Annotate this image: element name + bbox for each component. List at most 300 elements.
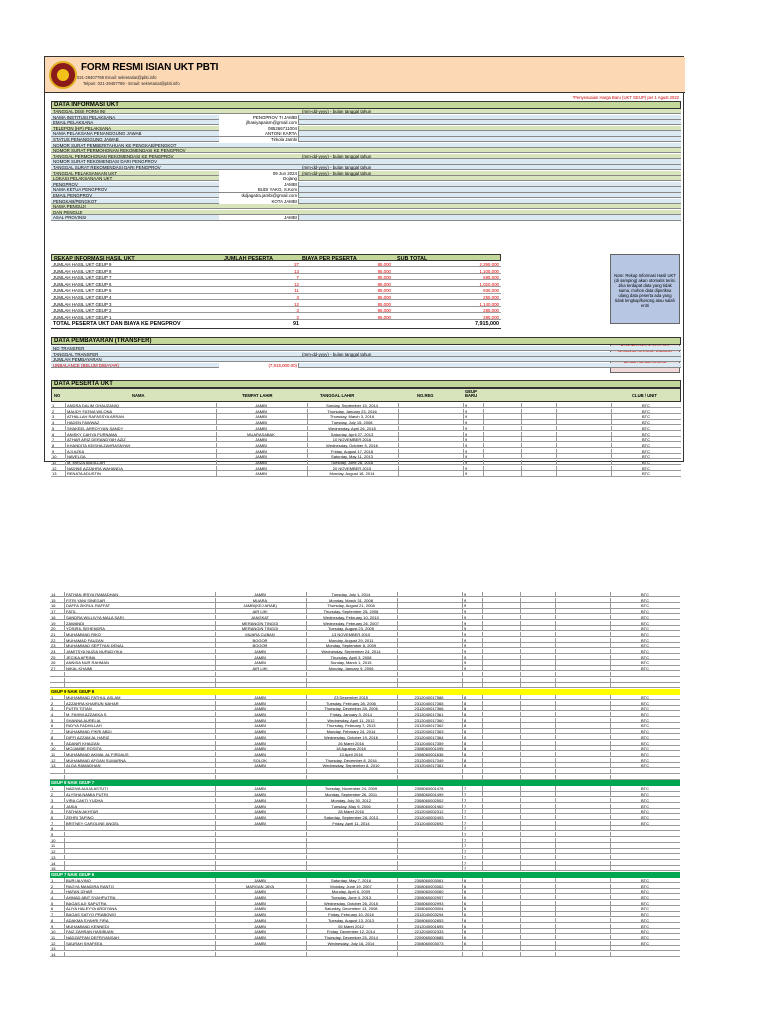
row-geup-baru: 9: [465, 408, 468, 414]
row-no-reg: 2312040002493: [414, 814, 444, 820]
row-geup-baru: 8: [464, 740, 467, 746]
column-divider: [64, 866, 65, 871]
row-geup-baru: 9: [465, 425, 468, 431]
column-divider: [610, 655, 611, 660]
row-tempat-lahir: BOGOR: [252, 643, 268, 649]
table-row: [50, 603, 680, 608]
column-divider: [610, 855, 611, 860]
row-tanggal-lahir: Tuesday, November 24, 2009: [324, 786, 378, 792]
column-divider: [610, 741, 611, 746]
row-tempat-lahir: JAMBI: [254, 717, 266, 723]
row-nama: ALGA RAMADHAN: [66, 763, 101, 769]
column-divider: [215, 843, 216, 848]
column-divider: [556, 449, 557, 454]
column-divider: [610, 683, 611, 688]
column-divider: [482, 718, 483, 723]
column-divider: [397, 660, 398, 665]
row-nama: ANISKY CAHYA PURNAMA: [67, 431, 118, 437]
info-value[interactable]: Dojang: [219, 176, 299, 181]
row-nama: NAVELGA: [67, 454, 86, 460]
column-divider: [520, 906, 521, 911]
row-no-reg: 2312040017360: [414, 717, 444, 723]
column-divider: [306, 952, 307, 957]
row-club: BTC: [641, 723, 649, 729]
column-divider: [521, 466, 522, 471]
table-row: [50, 929, 680, 934]
row-no: 8: [51, 826, 54, 832]
row-tempat-lahir: JAMBI: [254, 912, 266, 918]
column-divider: [462, 666, 463, 671]
row-nama: MUHAMMAD FATHUL ASLAM: [66, 694, 121, 700]
row-tempat-lahir: JAMBI: [254, 917, 266, 923]
info-value[interactable]: 085266711004: [219, 126, 299, 131]
column-divider: [482, 723, 483, 728]
column-divider: [64, 849, 65, 854]
column-divider: [65, 414, 66, 419]
column-divider: [306, 598, 307, 603]
row-tanggal-lahir: Monday, January 9, 2006: [328, 666, 374, 672]
row-geup-baru: 7: [464, 837, 467, 843]
column-divider: [64, 901, 65, 906]
row-tempat-lahir: JAMBI: [255, 471, 267, 477]
row-tempat-lahir: JAMBI: [254, 906, 266, 912]
column-divider: [610, 952, 611, 957]
column-divider: [610, 941, 611, 946]
column-divider: [306, 763, 307, 768]
column-divider: [482, 952, 483, 957]
info-label: STATUS PENANGGUNG JAWAB: [53, 137, 119, 142]
row-no: 25: [51, 654, 56, 660]
row-no: 17: [51, 609, 56, 615]
column-divider: [306, 798, 307, 803]
column-divider: [462, 723, 463, 728]
row-no: 15: [51, 866, 56, 872]
column-divider: [520, 672, 521, 677]
row-tanggal-lahir: Wednesday, April 11, 2012: [327, 717, 375, 723]
column-divider: [520, 718, 521, 723]
column-divider: [482, 615, 483, 620]
row-tempat-lahir: JAMBI: [255, 420, 267, 426]
row-geup-baru: 9: [465, 414, 468, 420]
column-divider: [215, 786, 216, 791]
row-no-reg: 2312040001895: [414, 923, 444, 929]
row-no-reg: 2308060001478: [414, 786, 444, 792]
column-divider: [65, 437, 66, 442]
column-divider: [397, 769, 398, 774]
recap-label: JUMLAH HASIL UKT GEUP 4: [53, 295, 112, 300]
column-divider: [306, 706, 307, 711]
column-divider: [463, 443, 464, 448]
row-no: 13: [51, 946, 56, 952]
info-value[interactable]: PENGPROV TI JAMBI: [219, 115, 299, 120]
info-value[interactable]: Tirkola Jambi: [219, 137, 299, 142]
row-tempat-lahir: JAMBI: [254, 940, 266, 946]
column-divider: [397, 712, 398, 717]
row-tanggal-lahir: 18 Agustus 2016: [336, 746, 366, 752]
column-divider: [64, 798, 65, 803]
column-divider: [520, 752, 521, 757]
column-divider: [397, 798, 398, 803]
column-divider: [306, 838, 307, 843]
column-divider: [398, 420, 399, 425]
column-divider: [65, 454, 66, 459]
row-no: 5: [51, 717, 54, 723]
row-no: 12: [51, 849, 56, 855]
info-value[interactable]: JAMBI: [219, 182, 299, 187]
column-divider: [483, 454, 484, 459]
column-divider: [520, 809, 521, 814]
info-value[interactable]: KOTA JAMBI: [219, 199, 299, 204]
column-divider: [306, 929, 307, 934]
table-row: [51, 460, 681, 465]
column-divider: [555, 735, 556, 740]
row-nama: ADANIR KHAIZAN: [66, 740, 100, 746]
column-divider: [215, 626, 216, 631]
column-divider: [64, 695, 65, 700]
row-tanggal-lahir: Tuesday, February 28, 2006: [326, 700, 376, 706]
column-divider: [555, 672, 556, 677]
row-nama: VIRA CAKTI YUDHA: [66, 797, 104, 803]
column-divider: [520, 895, 521, 900]
row-tempat-lahir: JAMBI: [254, 706, 266, 712]
column-divider: [64, 638, 65, 643]
recap-biaya: 85,000: [377, 262, 391, 267]
row-club: BTC: [641, 929, 649, 935]
row-club: BTC: [641, 609, 649, 615]
row-geup-baru: 7: [464, 803, 467, 809]
table-row: [50, 861, 680, 866]
column-divider: [610, 826, 611, 831]
column-divider: [610, 752, 611, 757]
recap-biaya: 85,000: [377, 275, 391, 281]
info-value[interactable]: jlhaeiyapaism@gmail.com: [219, 120, 299, 125]
row-tempat-lahir: SOLOK: [253, 757, 267, 763]
column-divider: [307, 460, 308, 465]
column-divider: [398, 432, 399, 437]
row-tanggal-lahir: Sunday, March 1, 2015: [330, 660, 372, 666]
column-divider: [64, 929, 65, 934]
column-divider: [610, 735, 611, 740]
column-divider: [215, 609, 216, 614]
column-divider: [520, 660, 521, 665]
column-divider: [555, 655, 556, 660]
table-row: [50, 706, 680, 711]
info-value[interactable]: JAMBI: [219, 215, 299, 220]
column-divider: [462, 660, 463, 665]
row-tanggal-lahir: 10 NOVEMBER 2016: [332, 437, 372, 443]
row-tempat-lahir: JAMBI: [254, 660, 266, 666]
column-divider: [463, 420, 464, 425]
column-divider: [482, 832, 483, 837]
column-divider: [65, 460, 66, 465]
info-row: [51, 126, 681, 131]
row-geup-baru: 9: [465, 442, 468, 448]
row-tempat-lahir: JAMBI: [255, 425, 267, 431]
column-divider: [397, 832, 398, 837]
column-divider: [398, 443, 399, 448]
column-divider: [64, 706, 65, 711]
payment-value[interactable]: (7,915,000.00): [219, 363, 299, 368]
row-club: BTC: [641, 592, 649, 597]
row-nama: ALIYA HALEYYA ARDIYANA: [66, 906, 117, 912]
row-club: BTC: [641, 729, 649, 735]
column-divider: [215, 655, 216, 660]
row-nama: MUHAMAD FAUZAN: [66, 637, 104, 643]
row-tempat-lahir: JAMBI: [255, 442, 267, 448]
row-tempat-lahir: JAMBI: [254, 694, 266, 700]
row-club: BTC: [641, 877, 649, 883]
column-divider: [216, 449, 217, 454]
column-divider: [520, 884, 521, 889]
row-club: BTC: [641, 906, 649, 912]
row-geup-baru: 9: [464, 643, 467, 649]
column-divider: [483, 403, 484, 408]
column-divider: [555, 729, 556, 734]
column-divider: [482, 878, 483, 883]
column-divider: [397, 855, 398, 860]
row-club: BTC: [641, 654, 649, 660]
column-divider: [520, 792, 521, 797]
col-biaya: BIAYA PER PESERTA: [302, 256, 357, 262]
row-nama: KHANDITA KEISHA ZAHRASNYAH: [67, 442, 131, 448]
form-title: FORM RESMI ISIAN UKT PBTI: [81, 62, 219, 73]
row-geup-baru: 9: [464, 620, 467, 626]
column-divider: [520, 706, 521, 711]
info-note: (mm-dd-yyyy) - bulan tanggal tahun: [302, 170, 372, 176]
row-tempat-lahir: JAMBI: [255, 403, 267, 408]
info-row: [51, 143, 681, 148]
column-divider: [306, 924, 307, 929]
info-value[interactable]: ANTONI KARTA: [219, 131, 299, 136]
column-divider: [215, 701, 216, 706]
recap-label: JUMLAH HASIL UKT GEUP 7: [53, 275, 112, 281]
recap-label: JUMLAH HASIL UKT GEUP 3: [53, 301, 112, 307]
column-divider: [307, 420, 308, 425]
row-club: BTC: [641, 809, 649, 815]
column-divider: [215, 741, 216, 746]
price-note: *Penyesuaian Harga Baru (UKT GEUP) per 1 Agust 2022: [572, 95, 679, 100]
column-divider: [397, 866, 398, 871]
column-divider: [521, 443, 522, 448]
column-divider: [306, 889, 307, 894]
column-divider: [520, 838, 521, 843]
column-divider: [215, 621, 216, 626]
row-geup-baru: 8: [464, 694, 467, 700]
column-divider: [555, 901, 556, 906]
recap-peserta: 12: [294, 301, 299, 307]
column-divider: [215, 735, 216, 740]
column-divider: [216, 432, 217, 437]
column-divider: [520, 901, 521, 906]
column-divider: [397, 849, 398, 854]
info-label: TANGGAL PELAKSANAAN UKT: [53, 170, 117, 176]
row-tanggal-lahir: Friday, January 3, 2014: [330, 712, 372, 717]
row-tempat-lahir: JAMBI: [254, 923, 266, 929]
info-value[interactable]: BUDI YAKO, S.Kom: [219, 187, 299, 192]
row-tanggal-lahir: Thursday, April 3, 2008: [330, 654, 372, 660]
row-nama: NADIVA AULIA ASTUTI: [66, 786, 108, 792]
recap-subtotal: 935,000: [483, 288, 499, 294]
row-tanggal-lahir: 26 Maret 2016: [338, 740, 364, 746]
column-divider: [482, 821, 483, 826]
row-geup-baru: 7: [464, 797, 467, 803]
row-tanggal-lahir: Friday, December 12, 2014: [326, 929, 376, 935]
column-divider: [462, 649, 463, 654]
column-divider: [610, 643, 611, 648]
info-label: NAMA PENGUJI: [53, 204, 86, 210]
column-divider: [556, 471, 557, 476]
info-value[interactable]: 09 Jun 2024: [219, 171, 299, 176]
row-tanggal-lahir: Monday, August 29, 2011: [328, 637, 374, 643]
column-divider: [462, 924, 463, 929]
column-divider: [482, 889, 483, 894]
row-no-reg: 2308060002502: [414, 797, 444, 803]
row-no: 27: [51, 666, 56, 672]
column-divider: [482, 592, 483, 597]
table-row: [50, 678, 680, 683]
column-divider: [64, 815, 65, 820]
row-nama: FATHAN AKHTAR: [66, 809, 99, 815]
table-row: [50, 809, 680, 814]
column-divider: [482, 638, 483, 643]
info-value[interactable]: tkdjagatra.jambi@gmail.com: [219, 193, 299, 198]
column-divider: [482, 815, 483, 820]
form-sheet-page-1: [44, 56, 684, 477]
row-nama: BAGAS SATYO PRABOWO: [66, 912, 117, 918]
column-divider: [462, 695, 463, 700]
column-divider: [462, 769, 463, 774]
recap-label: JUMLAH HASIL UKT GEUP 8: [53, 268, 112, 274]
column-divider: [482, 706, 483, 711]
column-divider: [521, 409, 522, 414]
column-divider: [64, 678, 65, 683]
recap-row: [51, 269, 501, 274]
recap-row: [51, 295, 501, 300]
column-divider: [555, 666, 556, 671]
column-divider: [462, 895, 463, 900]
column-divider: [462, 821, 463, 826]
column-divider: [462, 746, 463, 751]
row-geup-baru: 9: [464, 654, 467, 660]
row-no: 8: [51, 917, 54, 923]
column-divider: [482, 855, 483, 860]
table-row: [50, 643, 680, 648]
info-label: NAMA INSTITUSI PELAKSANA: [53, 114, 116, 120]
row-no: 2: [51, 883, 54, 889]
column-divider: [521, 432, 522, 437]
row-tanggal-lahir: Friday, August 17, 2018: [331, 448, 373, 454]
column-divider: [482, 843, 483, 848]
row-geup-baru: 6: [464, 889, 467, 895]
column-divider: [64, 878, 65, 883]
column-divider: [482, 826, 483, 831]
group-header: GEUP 8 NAIK GEUP 7: [50, 780, 680, 786]
column-divider: [611, 437, 612, 442]
row-geup-baru: 8: [464, 700, 467, 706]
table-row: [50, 901, 680, 906]
column-divider: [555, 592, 556, 597]
row-tempat-lahir: JAMBI: [254, 734, 266, 740]
row-tanggal-lahir: Monday, July 30, 2012: [331, 797, 371, 803]
column-divider: [555, 918, 556, 923]
column-divider: [64, 786, 65, 791]
recap-biaya: 85,000: [377, 301, 391, 307]
column-divider: [610, 838, 611, 843]
row-club: BTC: [641, 649, 649, 654]
column-divider: [482, 660, 483, 665]
column-divider: [610, 946, 611, 951]
row-club: BTC: [641, 940, 649, 946]
column-divider: [556, 466, 557, 471]
payment-row: [51, 352, 681, 357]
column-divider: [306, 655, 307, 660]
col-tempat-lahir: TEMPAT LAHIR: [242, 393, 273, 398]
info-row: [51, 165, 681, 170]
row-tanggal-lahir: Tuesday, August 23, 2005: [327, 626, 375, 632]
column-divider: [483, 471, 484, 476]
row-tempat-lahir: JAMBI: [254, 723, 266, 729]
column-divider: [520, 695, 521, 700]
column-divider: [64, 683, 65, 688]
column-divider: [462, 752, 463, 757]
column-divider: [64, 701, 65, 706]
row-nama: ALYSHA NAMIA PUTRI: [66, 792, 108, 798]
row-tempat-lahir: JAMBI: [254, 740, 266, 746]
column-divider: [306, 678, 307, 683]
column-divider: [306, 741, 307, 746]
row-club: BTC: [641, 797, 649, 803]
row-no-reg: 2308060002993: [414, 900, 444, 906]
column-divider: [306, 861, 307, 866]
row-no-reg: 2312040017349: [414, 757, 444, 763]
column-divider: [610, 786, 611, 791]
column-divider: [64, 804, 65, 809]
column-divider: [482, 735, 483, 740]
column-divider: [215, 598, 216, 603]
column-divider: [215, 649, 216, 654]
table-row: [50, 701, 680, 706]
info-row: [51, 159, 681, 164]
column-divider: [306, 718, 307, 723]
row-nama: SANDRA WILLIVYA MALA SARI: [66, 614, 124, 620]
column-divider: [482, 603, 483, 608]
payment-note: (mm-dd-yyyy) - bulan tanggal tahun: [302, 351, 372, 357]
column-divider: [520, 603, 521, 608]
column-divider: [462, 918, 463, 923]
row-no: 5: [52, 425, 55, 431]
recap-biaya: 85,000: [377, 281, 391, 287]
column-divider: [397, 895, 398, 900]
column-divider: [610, 638, 611, 643]
column-divider: [556, 414, 557, 419]
column-divider: [462, 889, 463, 894]
table-row: [51, 414, 681, 419]
row-no-reg: 2312040017363: [414, 729, 444, 735]
info-row: [51, 131, 681, 136]
table-row: [50, 666, 680, 671]
row-tempat-lahir: JAMBI: [254, 649, 266, 654]
row-geup-baru: 9: [465, 465, 468, 471]
row-geup-baru: 7: [464, 854, 467, 860]
column-divider: [520, 866, 521, 871]
row-club: BTC: [641, 603, 649, 609]
column-divider: [215, 866, 216, 871]
column-divider: [64, 838, 65, 843]
column-divider: [482, 798, 483, 803]
column-divider: [555, 946, 556, 951]
row-tempat-lahir: JAMBI: [255, 408, 267, 414]
row-tanggal-lahir: Tuesday, July 15, 2008: [331, 420, 373, 426]
